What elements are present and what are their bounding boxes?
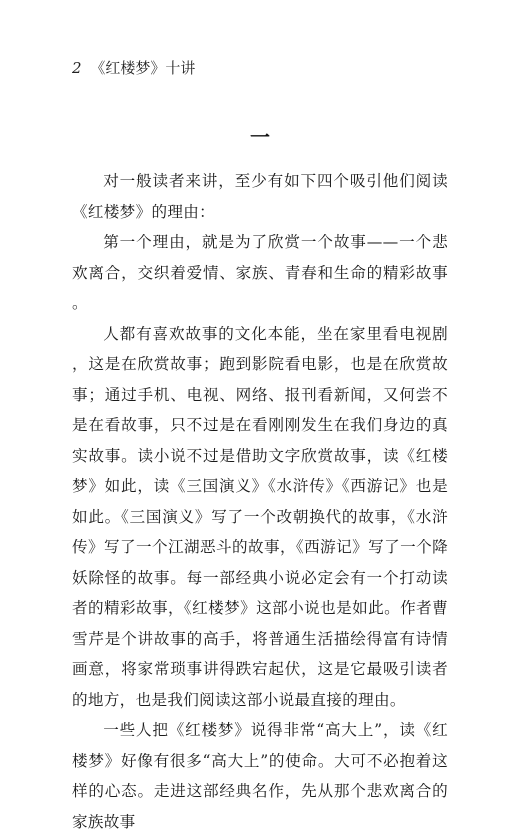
- section-number: 一: [250, 125, 270, 149]
- page-number: 2: [72, 59, 82, 77]
- book-title: 《红楼梦》十讲: [90, 59, 196, 77]
- paragraph: 第一个理由，就是为了欣赏一个故事——一个悲欢离合，交织着爱情、家族、青春和生命的精彩故事。: [72, 233, 448, 312]
- running-header: [72, 57, 195, 78]
- paragraph: 对一般读者来讲，至少有如下四个吸引他们阅读《红楼梦》的理由：: [72, 172, 448, 221]
- paragraph: 一些人把《红楼梦》说得非常“高大上”，读《红楼梦》好像有很多“高大上”的使命。大可不必抱着这样的心态。走进这部经典名作，先从那个悲欢离合的家族故事: [72, 721, 448, 831]
- body-text: [72, 166, 448, 837]
- paragraph: 人都有喜欢故事的文化本能，坐在家里看电视剧，这是在欣赏故事；跑到影院看电影，也是在欣赏故事；通过手机、电视、网络、报刊看新闻，又何尝不是在看故事，只不过是在看刚刚发生在我们身边的真实故事。读小说不过是借助文字欣赏故事，读《红楼梦》如此，读《三国演义》《水浒传》《西游记》也是如此。《三国演义》写了一个改朝换代的故事，《水浒传》写了一个江湖恶斗的故事，《西游记》写了一个降妖除怪的故事。每一部经典小说必定会有一个打动读者的精彩故事，《红楼梦》这部小说也是如此。作者曹雪芹是个讲故事的高手，将普通生活描绘得富有诗情画意，将家常琐事讲得跌宕起伏，这是它最吸引读者的地方，也是我们阅读这部小说最直接的理由。: [72, 324, 448, 709]
